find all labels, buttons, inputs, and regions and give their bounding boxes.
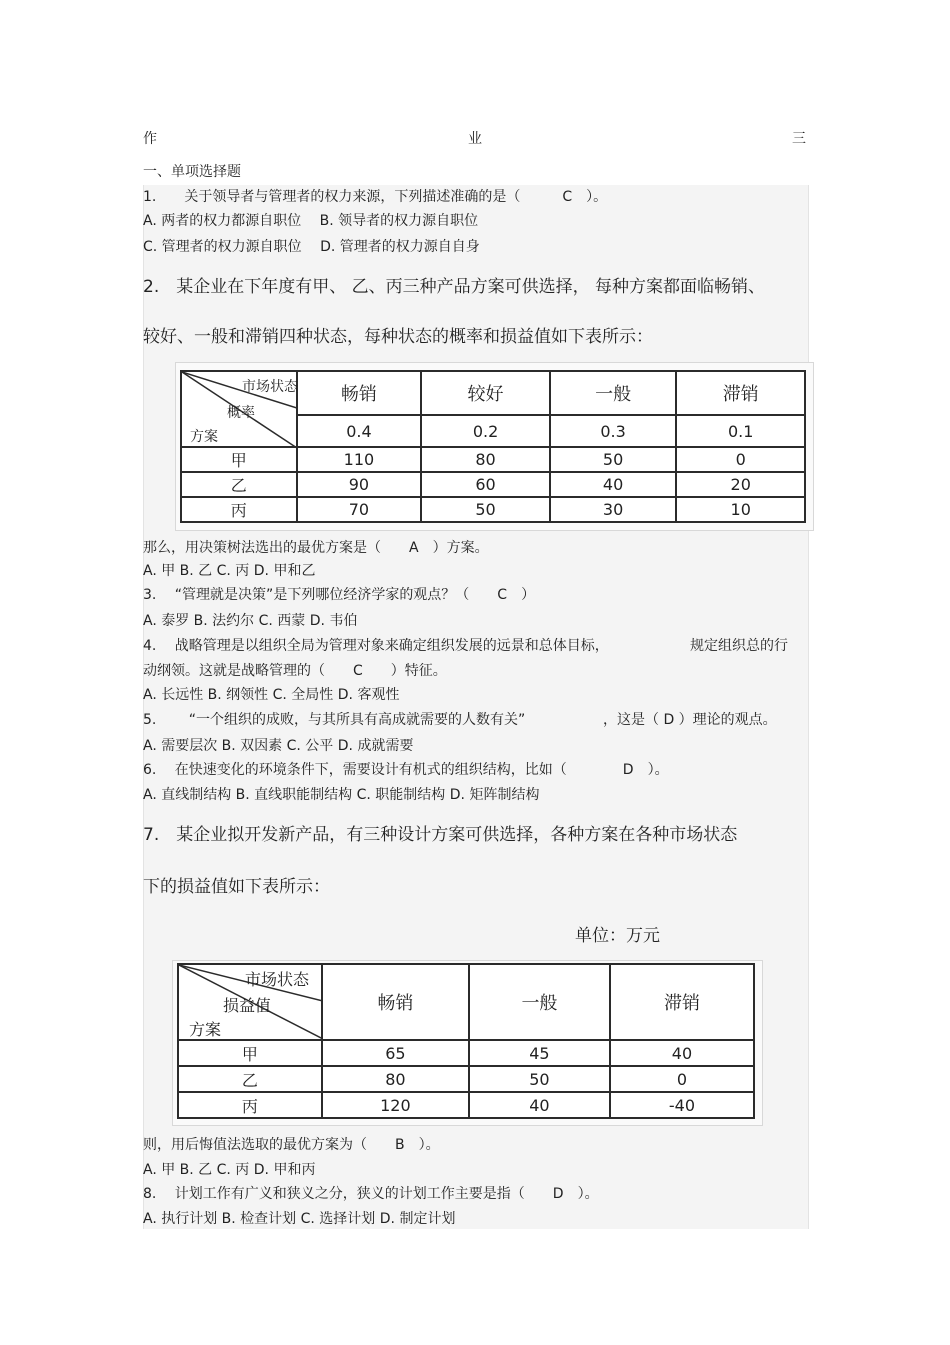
q7-state-3: 滞销 <box>610 964 754 1040</box>
q7-state-1: 畅销 <box>322 964 469 1040</box>
q2-cell: 50 <box>550 447 677 472</box>
header-right: 三 <box>792 131 806 147</box>
q7-table-corner <box>178 964 322 1040</box>
q1-options-2: C. 管理者的权力源自职位 D. 管理者的权力源自自身 <box>143 239 480 255</box>
q7-corner-top: 市场状态 <box>245 970 310 989</box>
q2-prob-1: 0.4 <box>297 415 422 447</box>
q6-options: A. 直线制结构 B. 直线职能制结构 C. 职能制结构 D. 矩阵制结构 <box>143 787 540 803</box>
table-row <box>178 1066 754 1092</box>
q7-plan-jia: 甲 <box>178 1040 322 1066</box>
q2-stem-line2: 较好、一般和滞销四种状态，每种状态的概率和损益值如下表所示： <box>143 327 653 347</box>
q2-plan-jia: 甲 <box>181 447 297 472</box>
q2-prob-4: 0.1 <box>676 415 805 447</box>
q2-table <box>180 370 806 523</box>
q2-cell: 0 <box>676 447 805 472</box>
q7-cell: 80 <box>322 1066 469 1092</box>
q5-stem-a: 5. “一个组织的成败，与其所具有高成就需要的人数有关” <box>143 712 526 728</box>
q2-cell: 30 <box>550 497 677 522</box>
q2-cell: 60 <box>421 472 550 497</box>
header-center: 业 <box>468 131 482 147</box>
table-row <box>181 497 805 522</box>
q5-stem-b: ，这是（ D ）理论的观点。 <box>603 712 777 728</box>
q7-table <box>177 963 755 1119</box>
q7-cell: 0 <box>610 1066 754 1092</box>
q4-options: A. 长远性 B. 纲领性 C. 全局性 D. 客观性 <box>143 687 400 703</box>
q7-stem-line2: 下的损益值如下表所示： <box>143 877 330 897</box>
q2-prob-2: 0.2 <box>421 415 550 447</box>
section-title: 一、单项选择题 <box>143 164 241 180</box>
q2-state-4: 滞销 <box>676 371 805 415</box>
q4-stem-line1a: 4. 战略管理是以组织全局为管理对象来确定组织发展的远景和总体目标， <box>143 638 609 654</box>
q7-corner-mid: 损益值 <box>223 996 272 1015</box>
table-row <box>181 447 805 472</box>
table-row <box>181 472 805 497</box>
q2-stem-line1: 2. 某企业在下年度有甲、 乙、丙三种产品方案可供选择， 每种方案都面临畅销、 <box>143 277 766 297</box>
q8-options: A. 执行计划 B. 检查计划 C. 选择计划 D. 制定计划 <box>143 1211 456 1227</box>
q4-stem-line1b: 规定组织总的行 <box>690 638 788 654</box>
q2-corner-top: 市场状态 <box>242 379 298 395</box>
q2-cell: 50 <box>421 497 550 522</box>
q2-question: 那么，用决策树法选出的最优方案是（ A ）方案。 <box>143 540 489 556</box>
q2-cell: 40 <box>550 472 677 497</box>
q7-state-2: 一般 <box>469 964 610 1040</box>
q2-cell: 110 <box>297 447 422 472</box>
q7-corner-bottom: 方案 <box>189 1020 222 1039</box>
q7-stem-line1: 7. 某企业拟开发新产品，有三种设计方案可供选择，各种方案在各种市场状态 <box>143 825 738 845</box>
q2-state-3: 一般 <box>550 371 677 415</box>
q2-prob-3: 0.3 <box>550 415 677 447</box>
q1-stem: 1. 关于领导者与管理者的权力来源，下列描述准确的是（ C ）。 <box>143 189 608 205</box>
q2-state-1: 畅销 <box>297 371 422 415</box>
q2-cell: 20 <box>676 472 805 497</box>
table-row <box>178 1040 754 1066</box>
q7-cell: 40 <box>469 1092 610 1118</box>
q7-options: A. 甲 B. 乙 C. 丙 D. 甲和丙 <box>143 1162 316 1178</box>
q6-stem: 6. 在快速变化的环境条件下，需要设计有机式的组织结构，比如（ D ）。 <box>143 762 669 778</box>
q7-question: 则，用后悔值法选取的最优方案为（ B ）。 <box>143 1137 440 1153</box>
q1-options-1: A. 两者的权力都源自职位 B. 领导者的权力源自职位 <box>143 213 479 229</box>
table-row <box>178 1092 754 1118</box>
q2-corner-mid: 概率 <box>227 405 255 421</box>
q7-cell: -40 <box>610 1092 754 1118</box>
q2-plan-bing: 丙 <box>181 497 297 522</box>
q7-plan-yi: 乙 <box>178 1066 322 1092</box>
q7-cell: 120 <box>322 1092 469 1118</box>
q3-stem: 3. “管理就是决策”是下列哪位经济学家的观点？（ C ） <box>143 587 536 603</box>
q2-cell: 10 <box>676 497 805 522</box>
header-left: 作 <box>143 131 157 147</box>
q4-stem-line2: 动纲领。这就是战略管理的（ C ）特征。 <box>143 663 447 679</box>
q2-cell: 70 <box>297 497 422 522</box>
q2-corner-bottom: 方案 <box>190 429 218 445</box>
q2-plan-yi: 乙 <box>181 472 297 497</box>
q2-state-2: 较好 <box>421 371 550 415</box>
q7-plan-bing: 丙 <box>178 1092 322 1118</box>
q2-options: A. 甲 B. 乙 C. 丙 D. 甲和乙 <box>143 563 316 579</box>
q3-options: A. 泰罗 B. 法约尔 C. 西蒙 D. 韦伯 <box>143 613 358 629</box>
q7-cell: 65 <box>322 1040 469 1066</box>
q8-stem: 8. 计划工作有广义和狭义之分，狭义的计划工作主要是指（ D ）。 <box>143 1186 599 1202</box>
q2-cell: 80 <box>421 447 550 472</box>
q7-cell: 40 <box>610 1040 754 1066</box>
q2-table-corner <box>181 371 297 447</box>
q7-cell: 50 <box>469 1066 610 1092</box>
q7-unit: 单位：万元 <box>575 926 660 946</box>
q7-cell: 45 <box>469 1040 610 1066</box>
q5-options: A. 需要层次 B. 双因素 C. 公平 D. 成就需要 <box>143 738 414 754</box>
q2-cell: 90 <box>297 472 422 497</box>
